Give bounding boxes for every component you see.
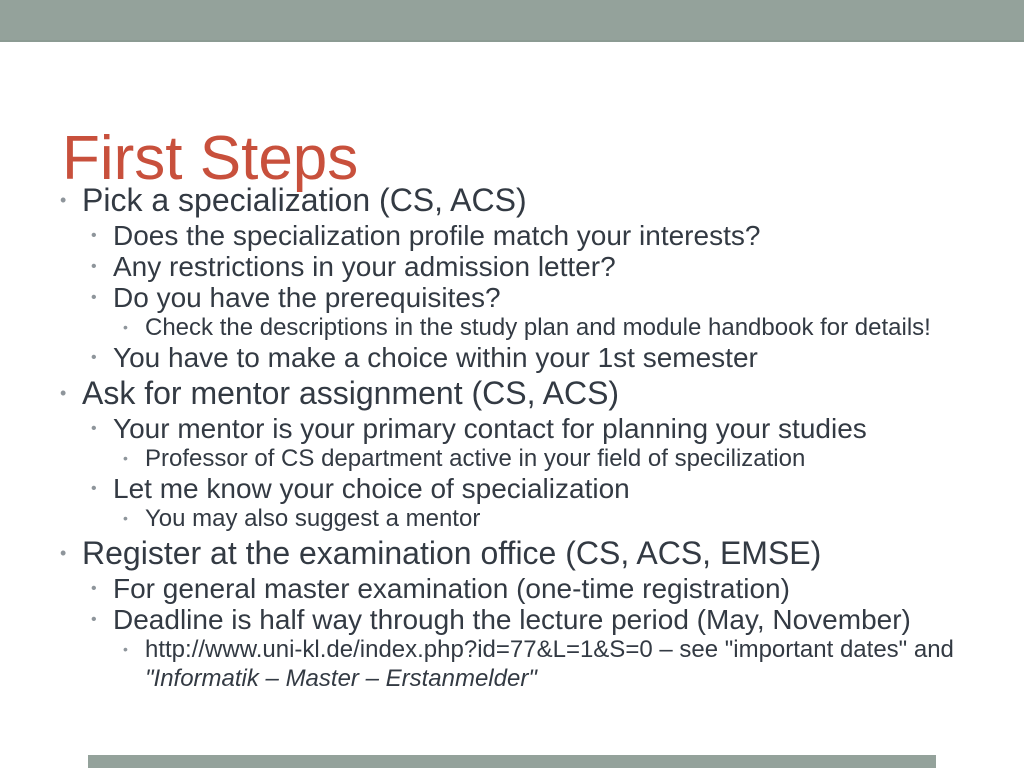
bullet-text: Does the specialization profile match your interests? [113, 220, 761, 251]
bullet-item-l2 [0, 282, 1024, 313]
bullet-text: Deadline is half way through the lecture period (May, November) [113, 604, 911, 635]
bullet-item-l2 [0, 342, 1024, 373]
bullet-item-l2 [0, 573, 1024, 604]
bullet-text: Do you have the prerequisites? [113, 282, 501, 313]
bullet-icon: • [91, 258, 97, 275]
bullet-text: Ask for mentor assignment (CS, ACS) [82, 375, 620, 411]
bullet-text: For general master examination (one-time registration) [113, 573, 790, 604]
bullet-icon: • [123, 641, 128, 657]
bullet-icon: • [60, 383, 67, 403]
bullet-item-l2 [0, 604, 1024, 635]
bullet-icon: • [123, 319, 128, 335]
bullet-item-l3 [0, 635, 1024, 693]
bullet-icon: • [60, 190, 67, 210]
bullet-list [0, 180, 1024, 693]
bullet-item-l3 [0, 313, 1024, 342]
bullet-text: You may also suggest a mentor [145, 505, 481, 532]
bullet-item-l2 [0, 413, 1024, 444]
bullet-icon: • [91, 480, 97, 497]
bullet-icon: • [60, 543, 67, 563]
bullet-icon: • [91, 289, 97, 306]
bullet-item-l1 [0, 533, 1024, 573]
bullet-item-l2 [0, 220, 1024, 251]
bullet-item-l1 [0, 373, 1024, 413]
bullet-icon: • [91, 420, 97, 437]
bullet-item-l2 [0, 251, 1024, 282]
bullet-text: Let me know your choice of specialization [113, 473, 630, 504]
bottom-band [88, 755, 936, 768]
bullet-text: Any restrictions in your admission letter? [113, 251, 616, 282]
slide-title: First Steps [62, 123, 359, 193]
bullet-icon: • [91, 611, 97, 628]
top-band [0, 0, 1024, 42]
bullet-icon: • [91, 580, 97, 597]
bullet-text: Your mentor is your primary contact for planning your studies [113, 413, 867, 444]
quoted-italic-text: "Informatik – Master – Erstanmelder" [145, 665, 537, 692]
bullet-text: Check the descriptions in the study plan and module handbook for details! [145, 314, 931, 341]
bullet-text: Register at the examination office (CS, ACS, EMSE) [82, 535, 822, 571]
bullet-item-l1 [0, 180, 1024, 220]
bullet-item-l3 [0, 444, 1024, 473]
bullet-text [145, 636, 954, 692]
bullet-item-l3 [0, 504, 1024, 533]
bullet-icon: • [123, 510, 128, 526]
bullet-text: Professor of CS department active in your field of specilization [145, 445, 806, 472]
bullet-item-l2 [0, 473, 1024, 504]
bullet-text: You have to make a choice within your 1st semester [113, 342, 758, 373]
bullet-text: Pick a specialization (CS, ACS) [82, 182, 527, 218]
bullet-icon: • [91, 227, 97, 244]
bullet-icon: • [123, 450, 128, 466]
bullet-icon: • [91, 349, 97, 366]
url-text: http://www.uni-kl.de/index.php?id=77&L=1&S=0 – see "important dates" and [145, 636, 954, 663]
